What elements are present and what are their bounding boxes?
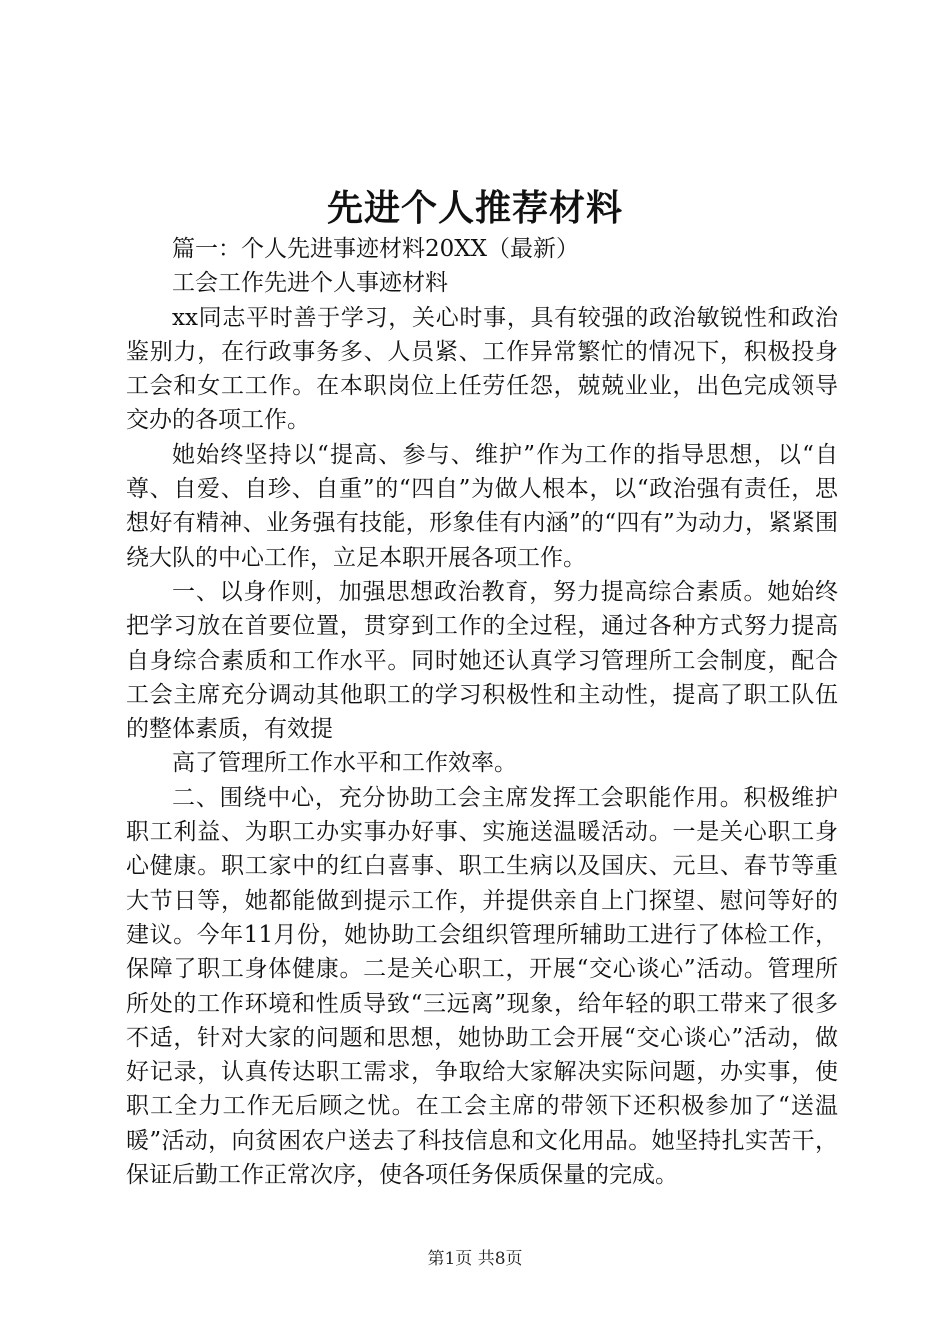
paragraph-section-one-continued: 高了管理所工作水平和工作效率。: [172, 750, 517, 777]
paragraph-intro: xx同志平时善于学习，关心时事，具有较强的政治敏锐性和政治鉴别力，在行政事务多、人员紧、工作异常繁忙的情况下，积极投身工会和女工工作。在本职岗位上任劳任怨，兢兢业业，出色完成领导交办的各项工作。: [126, 304, 838, 434]
page-indicator: 第1页 共8页: [427, 1249, 523, 1269]
paragraph-section-one: 一、以身作则，加强思想政治教育，努力提高综合素质。她始终把学习放在首要位置，贯穿到工作的全过程，通过各种方式努力提高自身综合素质和工作水平。同时她还认真学习管理所工会制度，配合工会主席充分调动其他职工的学习积极性和主动性，提高了职工队伍的整体素质，有效提: [126, 578, 838, 743]
subheading-material-title: 工会工作先进个人事迹材料: [172, 270, 448, 297]
subheading-article-one: 篇一：个人先进事迹材料20XX（最新）: [172, 236, 580, 262]
paragraph-guiding-ideology: 她始终坚持以“提高、参与、维护”作为工作的指导思想，以“自尊、自爱、自珍、自重”的“四自”为做人根本，以“政治强有责任，思想好有精神、业务强有技能，形象佳有内涵”的“四有”为动力，紧紧围绕大队的中心工作，立足本职开展各项工作。: [126, 441, 838, 571]
document-body: [126, 232, 838, 1192]
paragraph-section-two: 二、围绕中心，充分协助工会主席发挥工会职能作用。积极维护职工利益、为职工办实事办好事、实施送温暖活动。一是关心职工身心健康。职工家中的红白喜事、职工生病以及国庆、元旦、春节等重大节日等，她都能做到提示工作，并提供亲自上门探望、慰问等好的建议。今年11月份，她协助工会组织管理所辅助工进行了体检工作，保障了职工身体健康。二是关心职工，开展“交心谈心”活动。管理所所处的工作环境和性质导致“三远离”现象，给年轻的职工带来了很多不适，针对大家的问题和思想，她协助工会开展“交心谈心”活动，做好记录，认真传达职工需求，争取给大家解决实际问题，办实事，使职工全力工作无后顾之忧。在工会主席的带领下还积极参加了“送温暖”活动，向贫困农户送去了科技信息和文化用品。她坚持扎实苦干，保证后勤工作正常次序，使各项任务保质保量的完成。: [126, 784, 838, 1189]
document-title: 先进个人推荐材料: [326, 187, 623, 229]
